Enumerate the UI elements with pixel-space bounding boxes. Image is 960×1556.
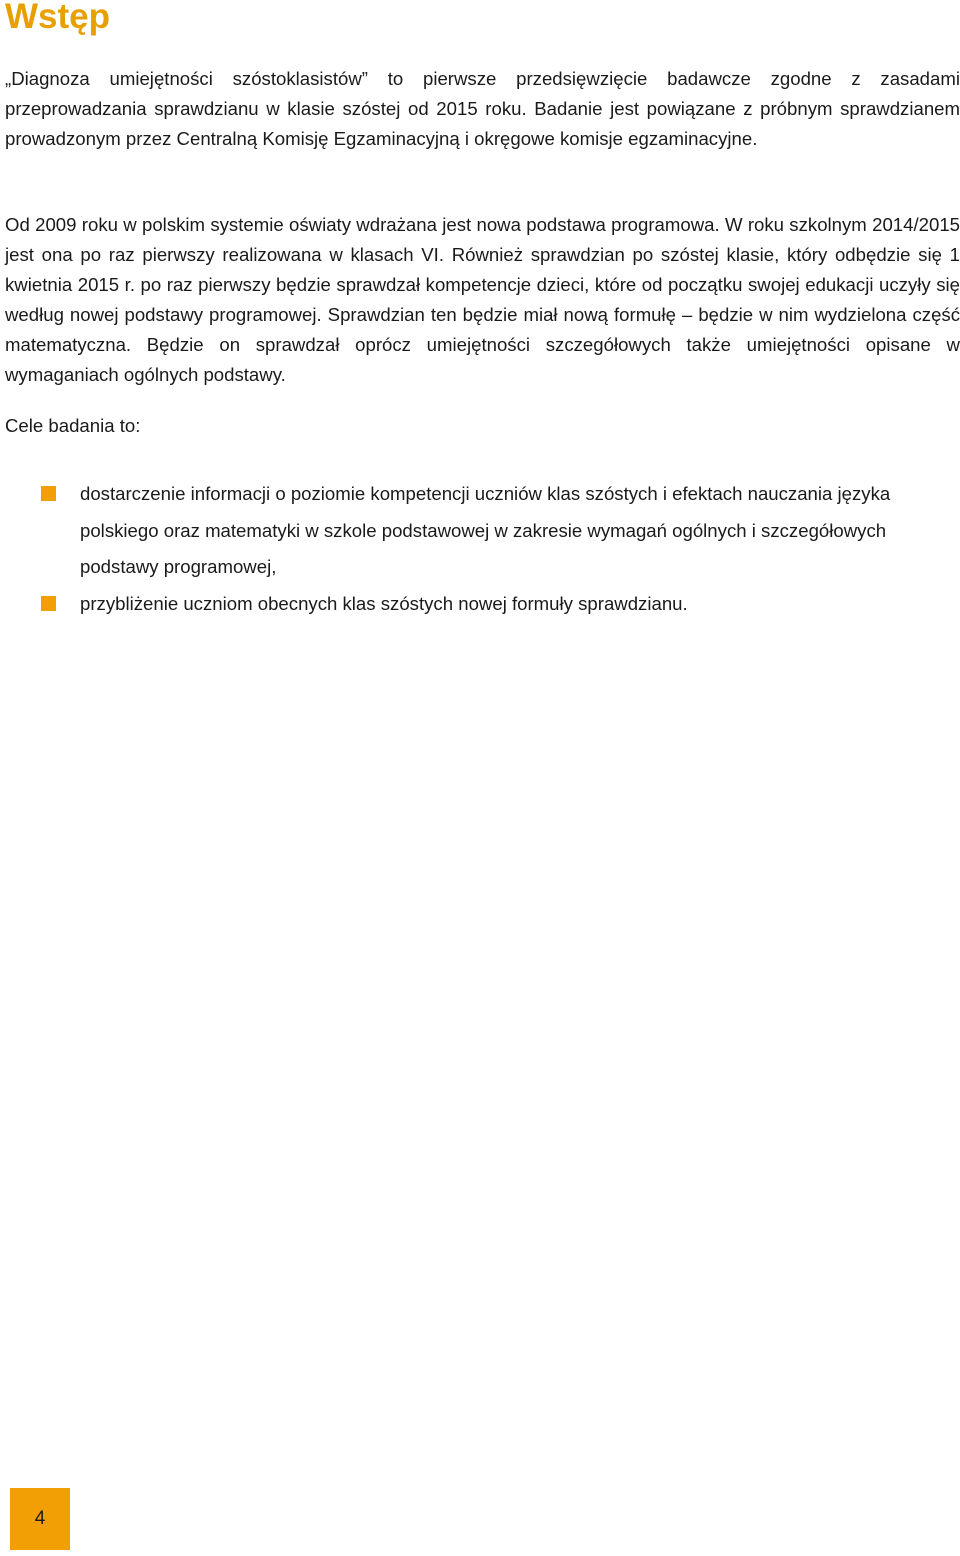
page-number: 4 — [34, 1508, 46, 1529]
square-bullet-icon — [41, 486, 56, 501]
goals-list — [0, 476, 960, 622]
list-item-text: dostarczenie informacji o poziomie kompetencji uczniów klas szóstych i efektach nauczania języka polskiego oraz matematyki w szkole podstawowej w zakresie wymagań ogólnych i szczegółowych podstawy programowej, — [80, 483, 891, 577]
list-item — [0, 586, 960, 623]
goals-heading: Cele badania to: — [5, 415, 141, 436]
list-item — [0, 476, 960, 586]
curriculum-paragraph: Od 2009 roku w polskim systemie oświaty wdrażana jest nowa podstawa programowa. W roku szkolnym 2014/2015 jest ona po raz pierwszy realizowana w klasach VI. Również sprawdzian po szóstej klasie, który odbędzie się 1 kwietnia 2015 r. po raz pierwszy będzie sprawdzał kompetencje dzieci, które od początku swojej edukacji uczyły się według nowej podstawy programowej. Sprawdzian ten będzie miał nową formułę – będzie w nim wydzielona część matematyczna. Będzie on sprawdzał oprócz umiejętności szczegółowych także umiejętności opisane w wymaganiach ogólnych podstawy. — [5, 214, 960, 385]
list-item-text: przybliżenie uczniom obecnych klas szóstych nowej formuły sprawdzianu. — [80, 592, 688, 614]
square-bullet-icon — [41, 596, 56, 611]
page-number-badge — [10, 1488, 70, 1550]
intro-paragraph: „Diagnoza umiejętności szóstoklasistów” to pierwsze przedsięwzięcie badawcze zgodne z zasadami przeprowadzania sprawdzianu w klasie szóstej od 2015 roku. Badanie jest powiązane z próbnym sprawdzianem prowadzonym przez Centralną Komisję Egzaminacyjną i okręgowe komisje egzaminacyjne. — [5, 68, 960, 149]
page-title: Wstęp — [5, 0, 110, 36]
